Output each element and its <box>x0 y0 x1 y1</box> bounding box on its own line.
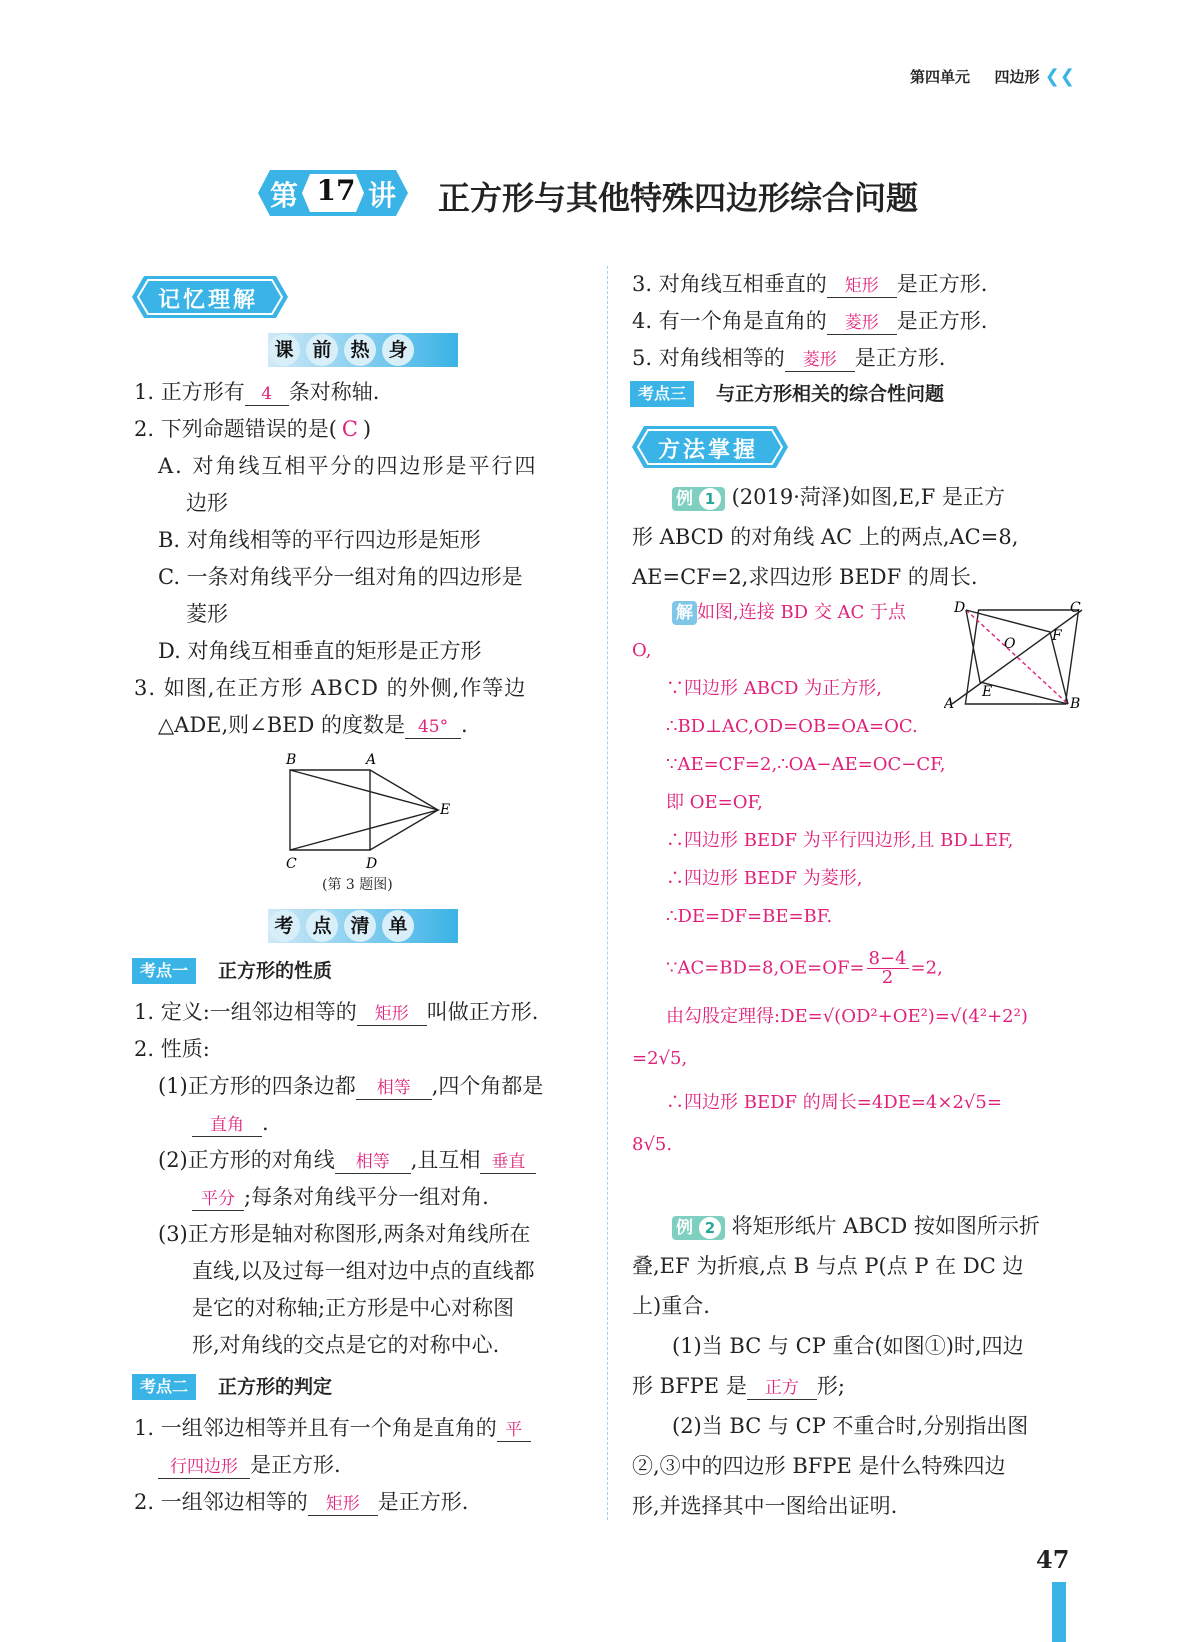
warmup-char: 热 <box>344 334 376 366</box>
q2-answer: C <box>341 417 358 441</box>
example-2-line3: 上)重合. <box>632 1294 710 1318</box>
j1-answer-b: 行四边形 <box>158 1456 250 1479</box>
solution-line-8: ∴四边形 BEDF 为菱形, <box>666 868 863 889</box>
judgement-4 <box>632 307 987 335</box>
checklist-char: 考 <box>268 910 300 942</box>
solution-line-12: =2√5, <box>632 1048 688 1069</box>
property-3-line1: (3)正方形是轴对称图形,两条对角线所在 <box>158 1222 531 1246</box>
page-title: 正方形与其他特殊四边形综合问题 <box>438 179 919 217</box>
solution-line-2: O, <box>632 640 652 661</box>
property-3-line4: 形,对角线的交点是它的对称中心. <box>192 1333 500 1357</box>
example-2-q1-line2 <box>632 1372 845 1400</box>
example-1-badge <box>672 487 725 511</box>
property-1-cont <box>192 1109 269 1137</box>
example-badge-label: 例 <box>676 1218 693 1238</box>
chapter-label: 四边形 <box>994 68 1040 86</box>
j4-answer: 菱形 <box>827 312 897 335</box>
p1-answer-1: 相等 <box>356 1077 432 1100</box>
judgement-5 <box>632 344 945 372</box>
warmup-char: 前 <box>306 334 338 366</box>
lesson-badge <box>258 170 408 216</box>
p1-period: . <box>262 1111 269 1135</box>
p2-text-mid: ,且互相 <box>410 1148 481 1172</box>
q3-text: △ADE,则∠BED 的度数是 <box>158 713 406 737</box>
label-B: B <box>286 752 297 768</box>
solution-line-5: ∵AE=CF=2,∴OA−AE=OC−CF, <box>666 754 946 775</box>
solution-text-10a: ∵AC=BD=8,OE=OF= <box>666 957 865 979</box>
solution-line-11: 由勾股定理得:DE=√(OD²+OE²)=√(4²+2²) <box>666 1006 1028 1027</box>
example-2-q2-line1: (2)当 BC 与 CP 不重合时,分别指出图 <box>672 1414 1029 1438</box>
example-1-line3: AE=CF=2,求四边形 BEDF 的周长. <box>632 565 978 589</box>
example-number: 2 <box>699 1217 721 1239</box>
solution-line-10 <box>666 950 943 987</box>
page-number: 47 <box>1036 1545 1070 1574</box>
page-edge-tab <box>1052 1582 1066 1642</box>
solution-text-10b: =2, <box>910 957 943 979</box>
kd3-tag: 考点三 <box>630 381 694 407</box>
q2-option-c-line1: C. 一条对角线平分一组对角的四边形是 <box>158 565 523 589</box>
example-2-line2: 叠,EF 为折痕,点 B 与点 P(点 P 在 DC 边 <box>632 1254 1024 1278</box>
p2-answer-1: 相等 <box>335 1151 411 1174</box>
fraction <box>867 950 909 987</box>
solution-line-14: 8√5. <box>632 1134 673 1155</box>
q2-option-a-line2: 边形 <box>186 491 228 515</box>
definition <box>134 998 538 1026</box>
ex2-q1-text: 形 BFPE 是 <box>632 1374 747 1398</box>
p2-text-end: ;每条对角线平分一组对角. <box>244 1185 489 1209</box>
example-1-line2: 形 ABCD 的对角线 AC 上的两点,AC=8, <box>632 525 1019 549</box>
kd1-title: 正方形的性质 <box>218 960 333 982</box>
example-2-q2-line3: 形,并选择其中一图给出证明. <box>632 1494 898 1518</box>
lesson-suffix: 讲 <box>368 179 397 212</box>
q3-answer: 45° <box>405 716 461 739</box>
j2-text-end: 是正方形. <box>377 1490 469 1514</box>
solution-line-13: ∴四边形 BEDF 的周长=4DE=4×2√5= <box>666 1092 1002 1113</box>
j5-answer: 菱形 <box>785 349 855 372</box>
ex2-q1-text-end: 形; <box>816 1374 845 1398</box>
j5-text-end: 是正方形. <box>854 346 946 370</box>
checklist-char: 单 <box>382 910 414 942</box>
method-section-title: 方法掌握 <box>658 438 759 463</box>
q2-option-d: D. 对角线互相垂直的矩形是正方形 <box>158 639 482 663</box>
judgement-1 <box>134 1414 531 1442</box>
q2-stem: 2. 下列命题错误的是( <box>134 417 337 441</box>
solution-line-3: ∵四边形 ABCD 为正方形, <box>666 678 882 699</box>
solution-line-7: ∴四边形 BEDF 为平行四边形,且 BD⊥EF, <box>666 830 1014 851</box>
q1-text: 1. 正方形有 <box>134 380 245 404</box>
property-heading: 2. 性质: <box>134 1037 210 1061</box>
q3-figure <box>280 752 460 872</box>
label-F: F <box>1052 628 1062 644</box>
warmup-char: 课 <box>268 334 300 366</box>
property-1 <box>158 1072 543 1100</box>
p2-answer-2a: 垂直 <box>480 1151 536 1174</box>
judgement-3 <box>632 270 987 298</box>
solution-line-1 <box>672 600 906 626</box>
label-E: E <box>982 684 993 700</box>
ex2-q1-answer: 正方 <box>747 1377 817 1400</box>
memory-section-title: 记忆理解 <box>158 288 259 313</box>
j4-text: 4. 有一个角是直角的 <box>632 309 827 333</box>
j3-text: 3. 对角线互相垂直的 <box>632 272 827 296</box>
label-A: A <box>944 696 955 710</box>
q3-caption: (第 3 题图) <box>322 877 393 893</box>
fraction-numerator: 8−4 <box>868 948 907 969</box>
column-divider <box>607 266 608 1520</box>
lesson-prefix: 第 <box>270 179 299 212</box>
fraction-denominator: 2 <box>881 967 894 988</box>
property-3-line2: 直线,以及过每一组对边中点的直线都 <box>192 1259 535 1283</box>
method-section-tab <box>632 426 788 468</box>
judgement-1-cont <box>158 1451 341 1479</box>
solution-text-1: 如图,连接 BD 交 AC 于点 <box>697 602 907 623</box>
label-B: B <box>1070 696 1081 710</box>
checklist-char: 点 <box>306 910 338 942</box>
label-E: E <box>440 802 451 818</box>
j2-answer: 矩形 <box>308 1493 378 1516</box>
double-chevron-icon: ❮❮ <box>1044 66 1075 87</box>
checklist-char: 清 <box>344 910 376 942</box>
q2-option-b: B. 对角线相等的平行四边形是矩形 <box>158 528 481 552</box>
checklist-heading <box>268 910 420 942</box>
question-3-line1: 3. 如图,在正方形 ABCD 的外侧,作等边 <box>134 676 527 700</box>
example-2-q2-line2: ②,③中的四边形 BFPE 是什么特殊四边 <box>632 1454 1006 1478</box>
q2-close: ) <box>362 417 372 441</box>
example-number: 1 <box>699 488 721 510</box>
kd3-title: 与正方形相关的综合性问题 <box>716 383 945 405</box>
q3-period: . <box>461 713 468 737</box>
memory-section-tab <box>132 276 288 318</box>
j3-answer: 矩形 <box>827 275 897 298</box>
label-C: C <box>1070 600 1081 616</box>
j4-text-end: 是正方形. <box>896 309 988 333</box>
solution-line-4: ∴BD⊥AC,OD=OB=OA=OC. <box>666 716 918 737</box>
solution-line-9: ∴DE=DF=BE=BF. <box>666 906 833 927</box>
lesson-number: 17 <box>316 174 356 207</box>
j5-text: 5. 对角线相等的 <box>632 346 785 370</box>
example-2-line1 <box>672 1212 1040 1240</box>
label-D: D <box>366 856 378 872</box>
property-3-line3: 是它的对称轴;正方形是中心对称图 <box>192 1296 515 1320</box>
label-D: D <box>954 600 966 616</box>
def-answer: 矩形 <box>357 1003 427 1026</box>
p1-text: (1)正方形的四条边都 <box>158 1074 356 1098</box>
j3-text-end: 是正方形. <box>896 272 988 296</box>
p2-text: (2)正方形的对角线 <box>158 1148 335 1172</box>
solution-badge: 解 <box>672 601 697 625</box>
example-1-figure <box>944 600 1084 710</box>
warmup-char: 身 <box>382 334 414 366</box>
example-1-line1 <box>672 483 1005 511</box>
q2-option-c-line2: 菱形 <box>186 602 228 626</box>
running-header <box>910 66 1075 87</box>
p2-answer-2b: 平分 <box>192 1188 244 1211</box>
j1-answer-a: 平 <box>497 1419 531 1442</box>
question-3-line2 <box>158 711 468 739</box>
label-O: O <box>1004 636 1016 652</box>
unit-label: 第四单元 <box>910 68 971 86</box>
q2-option-a-line1: A. 对角线互相平分的四边形是平行四 <box>158 454 538 478</box>
j2-text: 2. 一组邻边相等的 <box>134 1490 308 1514</box>
q1-answer: 4 <box>245 383 289 406</box>
warmup-heading <box>268 334 420 366</box>
p1-text-mid: ,四个角都是 <box>431 1074 544 1098</box>
j1-text: 1. 一组邻边相等并且有一个角是直角的 <box>134 1416 497 1440</box>
question-1 <box>134 378 379 406</box>
example-badge-label: 例 <box>676 489 693 509</box>
kd2-title: 正方形的判定 <box>218 1376 333 1398</box>
example-2-badge <box>672 1216 725 1240</box>
def-text-end: 叫做正方形. <box>426 1000 539 1024</box>
p1-answer-2: 直角 <box>192 1114 262 1137</box>
solution-line-6: 即 OE=OF, <box>666 792 763 813</box>
ex2-text-1: 将矩形纸片 ABCD 按如图所示折 <box>731 1214 1040 1238</box>
ex1-text-1: (2019·菏泽)如图,E,F 是正方 <box>731 485 1006 509</box>
def-text: 1. 定义:一组邻边相等的 <box>134 1000 357 1024</box>
example-2-q1-line1: (1)当 BC 与 CP 重合(如图①)时,四边 <box>672 1334 1024 1358</box>
kd2-tag: 考点二 <box>132 1374 196 1400</box>
judgement-2 <box>134 1488 468 1516</box>
property-2 <box>158 1146 536 1174</box>
label-C: C <box>286 856 297 872</box>
question-2-stem <box>134 415 371 443</box>
kd1-tag: 考点一 <box>132 958 196 984</box>
j1-text-end: 是正方形. <box>250 1453 341 1477</box>
label-A: A <box>366 752 377 768</box>
q1-text-end: 条对称轴. <box>288 380 380 404</box>
property-2-cont <box>192 1183 489 1211</box>
